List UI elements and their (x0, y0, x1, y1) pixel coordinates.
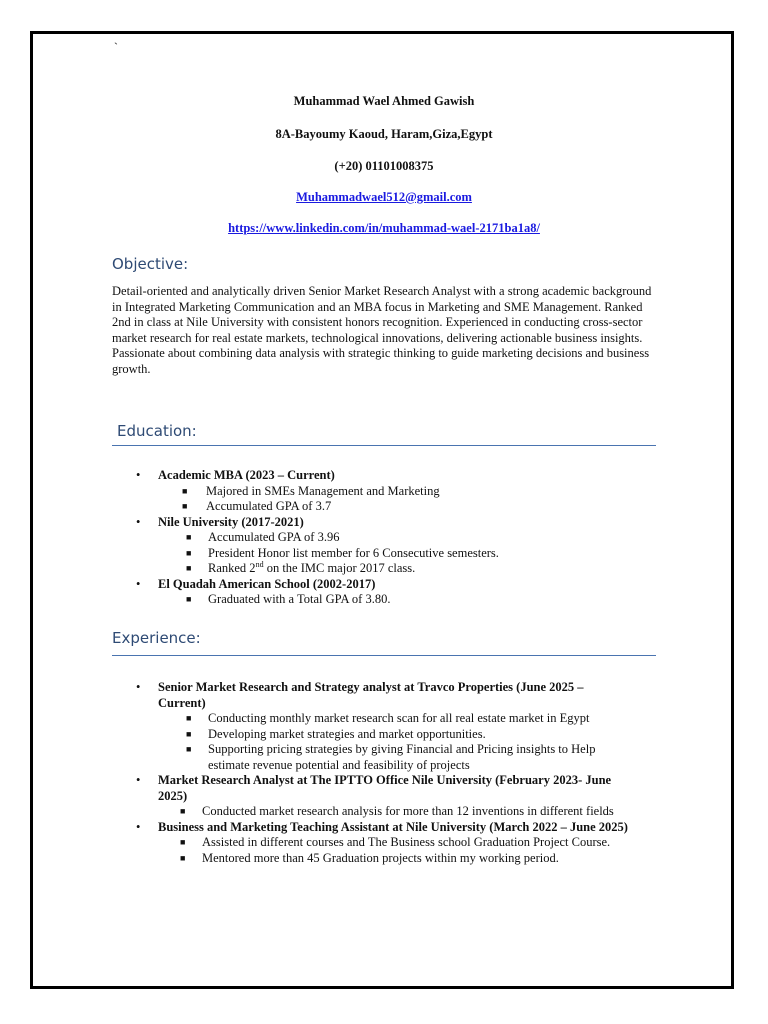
objective-heading: Objective: (112, 255, 189, 273)
bullet-icon: • (136, 514, 141, 529)
education-detail: ■ Majored in SMEs Management and Marketing (182, 483, 440, 498)
address: 8A-Bayoumy Kaoud, Haram,Giza,Egypt (275, 127, 493, 141)
education-divider (112, 445, 656, 446)
experience-detail: ■ Mentored more than 45 Graduation projects within my working period. (180, 850, 559, 865)
experience-detail: ■ Supporting pricing strategies by giving Financial and Pricing insights to Help estimate revenue potential and feasibility of projects (186, 742, 596, 772)
email-link[interactable]: Muhammadwael512@gmail.com (296, 190, 472, 204)
bullet-icon: • (136, 680, 141, 694)
bullet-icon: • (136, 468, 141, 482)
experience-heading: Experience: (112, 629, 201, 647)
education-heading: Education: (117, 422, 197, 440)
education-detail: ■ Accumulated GPA of 3.96 (186, 530, 340, 544)
bullet-icon: • (136, 819, 141, 834)
square-bullet-icon: ■ (186, 594, 192, 604)
square-bullet-icon: ■ (182, 485, 188, 496)
education-item: • Academic MBA (2023 – Current) (136, 468, 335, 482)
experience-list (112, 680, 632, 866)
square-bullet-icon: ■ (186, 547, 192, 558)
education-detail: ■ Ranked 2nd on the IMC major 2017 class. (186, 559, 416, 575)
experience-item: • Market Research Analyst at The IPTTO Office Nile University (February 2023- June 2025) (136, 773, 612, 803)
square-bullet-icon: ■ (186, 744, 192, 754)
education-detail: ■ Accumulated GPA of 3.7 (182, 499, 332, 513)
square-bullet-icon: ■ (186, 713, 192, 723)
bullet-icon: • (136, 773, 141, 787)
square-bullet-icon: ■ (182, 501, 188, 511)
square-bullet-icon: ■ (186, 728, 192, 739)
square-bullet-icon: ■ (180, 837, 186, 847)
education-detail: ■ President Honor list member for 6 Consecutive semesters. (186, 545, 499, 560)
experience-item: • Senior Market Research and Strategy analyst at Travco Properties (June 2025 – Current) (136, 680, 584, 710)
square-bullet-icon: ■ (186, 563, 192, 573)
bullet-icon: • (136, 576, 141, 591)
applicant-name: Muhammad Wael Ahmed Gawish (293, 94, 475, 108)
education-item: • Nile University (2017-2021) (136, 514, 304, 529)
education-item: • El Quadah American School (2002-2017) (136, 576, 376, 591)
experience-detail: ■ Developing market strategies and market opportunities. (186, 726, 486, 741)
experience-detail: ■ Conducted market research analysis for more than 12 inventions in different fields (180, 804, 614, 818)
education-detail: ■ Graduated with a Total GPA of 3.80. (186, 592, 391, 606)
experience-detail: ■ Assisted in different courses and The Business school Graduation Project Course. (180, 835, 611, 849)
stray-mark: ` (114, 40, 118, 54)
phone-number: (+20) 01101008375 (334, 159, 434, 173)
square-bullet-icon: ■ (186, 532, 192, 542)
experience-detail: ■ Conducting monthly market research scan for all real estate market in Egypt (186, 711, 590, 725)
square-bullet-icon: ■ (180, 806, 186, 816)
objective-text: Detail-oriented and analytically driven Senior Market Research Analyst with a strong academic background in Integrated Marketing Communication and an MBA focus in Marketing and SME Management. Ranked 2nd in class at Nile University with consistent honors recognition. Experienced in conducting cross-sector market research for real estate markets, technological innovations, delivering actionable business insights. Passionate about combining data analysis with strategic thinking to guide marketing decisions and business growth. (112, 284, 652, 376)
experience-divider (112, 655, 656, 656)
square-bullet-icon: ■ (180, 852, 186, 863)
experience-item: • Business and Marketing Teaching Assistant at Nile University (March 2022 – June 2025) (136, 819, 628, 834)
linkedin-link[interactable]: https://www.linkedin.com/in/muhammad-wael-2171ba1a8/ (228, 221, 540, 235)
education-list (112, 468, 656, 608)
